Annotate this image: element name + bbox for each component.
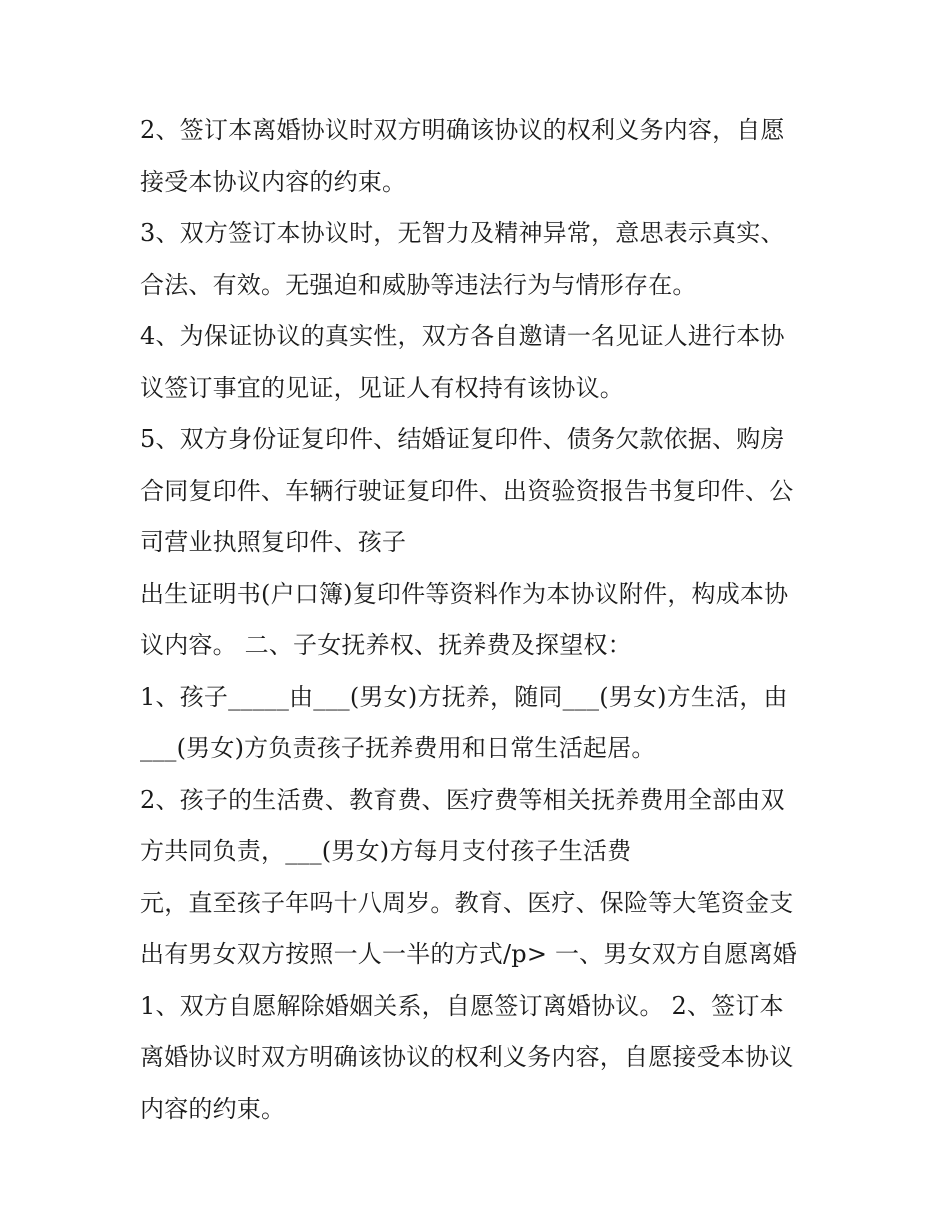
text-line: 出生证明书(户口簿)复印件等资料作为本协议附件，构成本协	[140, 579, 789, 608]
text-line: ___(男女)方负责孩子抚养费用和日常生活起居。	[140, 734, 656, 762]
text-line: 合同复印件、车辆行驶证复印件、出资验资报告书复印件、公	[140, 476, 794, 505]
text-line: 接受本协议内容的约束。	[140, 167, 407, 196]
text-line: 方共同负责，___(男女)方每月支付孩子生活费	[140, 837, 632, 865]
text-line: 2、签订本离婚协议时双方明确该协议的权利义务内容，自愿	[140, 116, 785, 144]
text-line: 2、孩子的生活费、教育费、医疗费等相关抚养费用全部由双	[140, 785, 785, 814]
text-line: 元，直至孩子年吗十八周岁。教育、医疗、保险等大笔资金支	[140, 888, 794, 917]
text-line: 内容的约束。	[140, 1094, 286, 1123]
text-line: 4、为保证协议的真实性，双方各自邀请一名见证人进行本协	[140, 322, 785, 350]
text-line: 出有男女双方按照一人一半的方式/p> 一、男女双方自愿离婚	[140, 940, 797, 968]
text-line: 1、双方自愿解除婚姻关系，自愿签订离婚协议。 2、签订本	[140, 991, 784, 1020]
text-line: 合法、有效。无强迫和威胁等违法行为与情形存在。	[140, 270, 697, 299]
text-line: 5、双方身份证复印件、结婚证复印件、债务欠款依据、购房	[140, 425, 785, 453]
text-line: 司营业执照复印件、孩子	[140, 528, 407, 556]
text-line: 3、双方签订本协议时，无智力及精神异常，意思表示真实、	[140, 219, 785, 247]
text-line: 议签订事宜的见证，见证人有权持有该协议。	[140, 373, 624, 402]
text-line: 1、孩子_____由___(男女)方抚养，随同___(男女)方生活，由	[140, 682, 788, 711]
document-body	[140, 108, 830, 1138]
text-line: 离婚协议时双方明确该协议的权利义务内容，自愿接受本协议	[140, 1043, 794, 1071]
text-line: 议内容。 二、子女抚养权、抚养费及探望权：	[140, 631, 632, 659]
